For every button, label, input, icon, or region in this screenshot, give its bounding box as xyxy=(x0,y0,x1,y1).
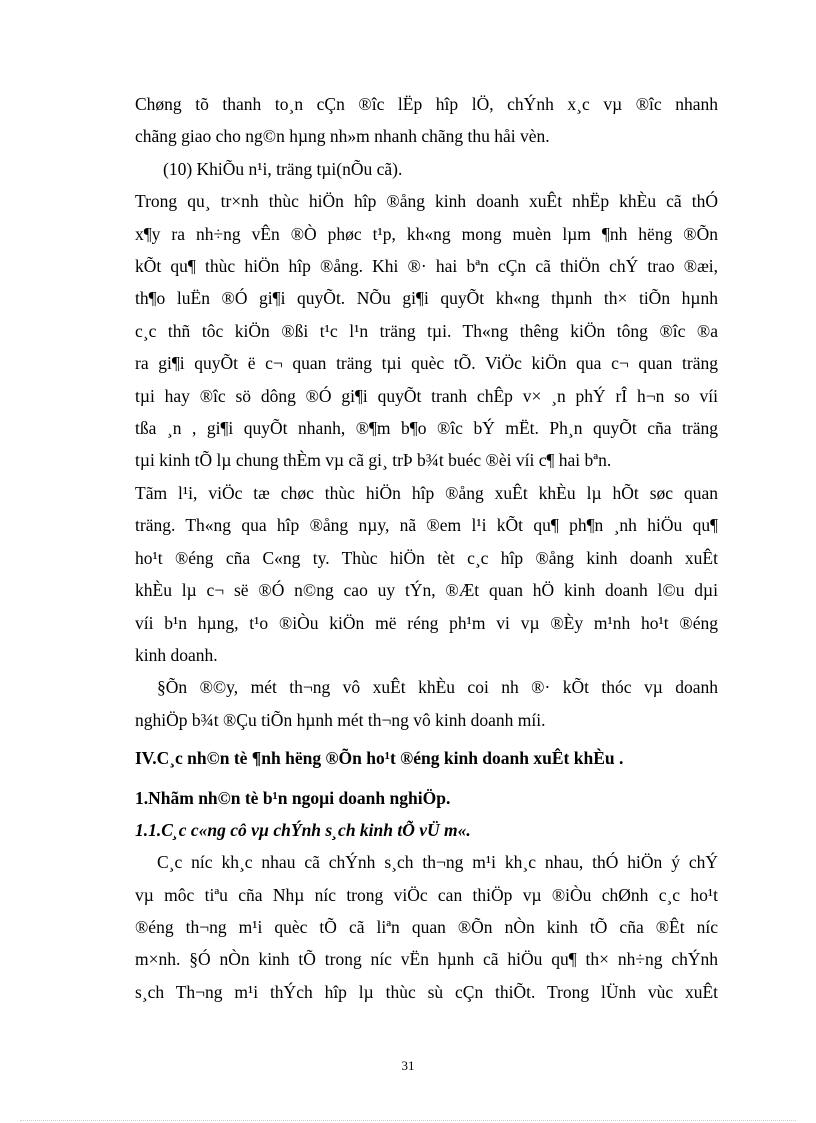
text-line: tµi kinh tÕ lµ chung thÈm vµ cã gi¸ trÞ b¾t buéc ®èi víi c¶ hai bªn. xyxy=(135,450,612,471)
text-line: x¶y ra nh÷ng vÊn ®Ò phøc t¹p, kh«ng mong muèn lµm ¶nh hëng ®Õn xyxy=(135,223,718,244)
page-number: 31 xyxy=(401,1058,415,1073)
text-line: kinh doanh. xyxy=(135,644,218,665)
subsection-heading: 1.Nhãm nh©n tè b¹n ngoµi doanh nghiÖp. xyxy=(135,788,451,809)
text-line: th¶o luËn ®Ó gi¶i quyÕt. NÕu gi¶i quyÕt kh«ng thµnh th× tiÕn hµnh xyxy=(135,288,718,309)
text-line: C¸c níc kh¸c nhau cã chÝnh s¸ch th¬ng m¹i kh¸c nhau, thÓ hiÖn ý chÝ xyxy=(157,852,718,873)
paragraph xyxy=(135,88,718,153)
text-line: träng. Th«ng qua hîp ®ång nµy, nã ®em l¹i kÕt qu¶ ph¶n ¸nh hiÖu qu¶ xyxy=(135,515,718,536)
text-line: khÈu lµ c¬ së ®Ó n©ng cao uy tÝn, ®Æt quan hÖ kinh doanh l©u dµi xyxy=(135,580,718,601)
paragraph xyxy=(135,846,718,1008)
text-line: Chøng tõ thanh to¸n cÇn ®îc lËp hîp lÖ, chÝnh x¸c vµ ®îc nhanh xyxy=(135,94,718,114)
paragraph xyxy=(135,153,718,185)
paragraph xyxy=(135,477,718,671)
paragraph xyxy=(135,671,718,736)
text-line: kÕt qu¶ thùc hiÖn hîp ®ång. Khi ®· hai bªn cÇn cã thiÖn chÝ trao ®æi, xyxy=(135,256,718,277)
text-line: nghiÖp b¾t ®Çu tiÕn hµnh mét th¬ng vô kinh doanh míi. xyxy=(135,709,546,730)
text-line: tßa ¸n , gi¶i quyÕt nhanh, ®¶m b¶o ®îc bÝ mËt. Ph¸n quyÕt cña träng xyxy=(135,418,718,439)
text-line: chãng giao cho ng©n hµng nh»m nhanh chãng thu håi vèn. xyxy=(135,126,550,147)
text-line: Tãm l¹i, viÖc tæ chøc thùc hiÖn hîp ®ång xuÊt khÈu lµ hÕt søc quan xyxy=(135,482,718,503)
page-body xyxy=(135,88,718,1008)
subsubsection-heading: 1.1.C¸c c«ng cô vµ chÝnh s¸ch kinh tÕ vÜ m«. xyxy=(135,820,471,841)
text-line: ho¹t ®éng cña C«ng ty. Thùc hiÖn tèt c¸c hîp ®ång kinh doanh xuÊt xyxy=(135,547,718,568)
text-line: ra gi¶i quyÕt ë c¬ quan träng tµi quèc tÕ. ViÖc kiÖn qua c¬ quan träng xyxy=(135,353,718,374)
text-line: s¸ch Th¬ng m¹i thÝch hîp lµ thùc sù cÇn thiÕt. Trong lÜnh vùc xuÊt xyxy=(135,981,718,1002)
page-bottom-divider xyxy=(20,1120,796,1121)
text-line: tµi hay ®îc sö dông ®Ó gi¶i quyÕt tranh chÊp v× ¸n phÝ rÎ h¬n so víi xyxy=(135,385,718,406)
text-line: ®éng th¬ng m¹i quèc tÕ cã liªn quan ®Õn nÒn kinh tÕ cña ®Êt níc xyxy=(135,916,718,937)
text-line: §Õn ®©y, mét th¬ng vô xuÊt khÈu coi nh ®· kÕt thóc vµ doanh xyxy=(157,677,718,698)
paragraph xyxy=(135,185,718,477)
section-heading: IV.C¸c nh©n tè ¶nh hëng ®Õn ho¹t ®éng kinh doanh xuÊt khÈu . xyxy=(135,748,624,769)
text-line: m×nh. §Ó nÒn kinh tÕ trong níc vËn hµnh cã hiÖu qu¶ th× nh÷ng chÝnh xyxy=(135,949,718,970)
text-line: vµ môc tiªu cña Nhµ níc trong viÖc can thiÖp vµ ®iÒu chØnh c¸c ho¹t xyxy=(135,884,718,905)
text-line: (10) KhiÕu n¹i, träng tµi(nÕu cã). xyxy=(163,158,403,179)
text-line: c¸c thñ tôc kiÖn ®ßi t¹c l¹n träng tµi. Th«ng thêng kiÖn tông ®îc ®a xyxy=(135,320,718,341)
text-line: Trong qu¸ tr×nh thùc hiÖn hîp ®ång kinh doanh xuÊt nhËp khÈu cã thÓ xyxy=(135,191,718,212)
text-line: víi b¹n hµng, t¹o ®iÒu kiÖn më réng ph¹m vi vµ ®Èy m¹nh ho¹t ®éng xyxy=(135,612,718,633)
